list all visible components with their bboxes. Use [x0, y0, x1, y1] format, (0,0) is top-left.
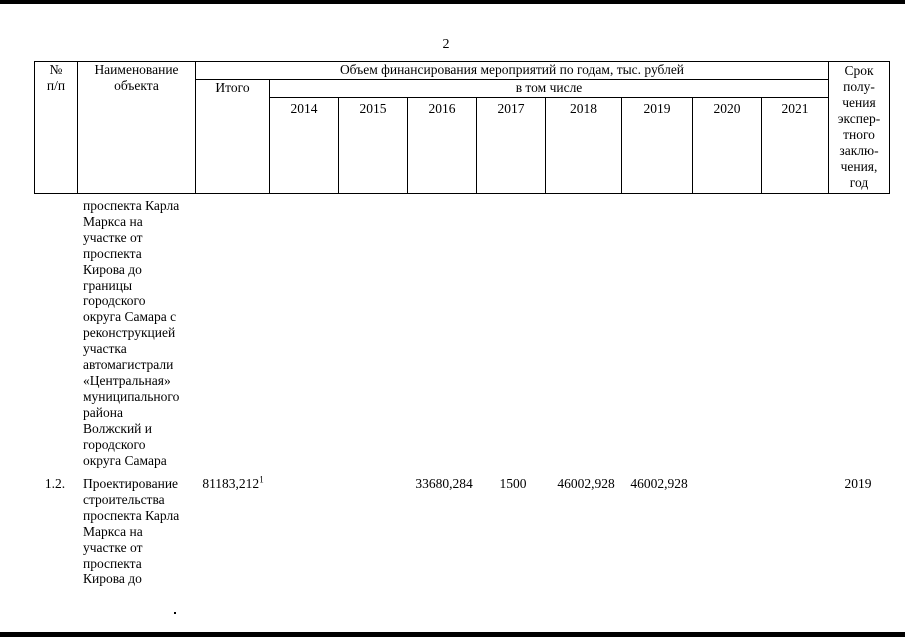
row-total-footnote: 1 [259, 474, 264, 485]
header-num: № п/п [35, 62, 78, 194]
row-total [198, 476, 268, 492]
scan-speck [174, 612, 176, 614]
header-year-2017: 2017 [477, 98, 546, 194]
page-number: 2 [442, 37, 450, 52]
row-value-2016: 33680,284 [415, 476, 473, 491]
row-total-value: 81183,212 [202, 476, 260, 491]
header-year-2014: 2014 [270, 98, 339, 194]
header-year-2019: 2019 [622, 98, 693, 194]
row-srok: 2019 [844, 476, 872, 491]
financing-table [34, 61, 890, 194]
row-object-name: Проектирование строительства проспекта Карла Маркса на участке от проспекта Кирова до [83, 476, 180, 587]
scan-border-bottom [0, 632, 905, 637]
row-value-2019: 46002,928 [630, 476, 688, 491]
header-year-2021: 2021 [762, 98, 829, 194]
row-value-2018: 46002,928 [557, 476, 615, 491]
header-including: в том числе [270, 80, 829, 98]
header-name: Наименование объекта [78, 62, 196, 194]
header-year-2020: 2020 [693, 98, 762, 194]
header-financing: Объем финансирования мероприятий по годам, тыс. рублей [196, 62, 829, 80]
row-value-2017: 1500 [499, 476, 527, 491]
header-year-2015: 2015 [339, 98, 408, 194]
row-number: 1.2. [44, 476, 66, 491]
scan-border-top [0, 0, 905, 4]
header-srok: Срок полу- чения экспер- тного заклю- чения, год [829, 62, 890, 194]
header-year-2016: 2016 [408, 98, 477, 194]
continued-object-name: проспекта Карла Маркса на участке от проспекта Кирова до границы городского округа Самара с реконструкцией участка автомагистрали «Центральная» муниципального района Волжский и городского округа Самара [83, 198, 180, 468]
header-total: Итого [196, 80, 270, 194]
header-year-2018: 2018 [546, 98, 622, 194]
